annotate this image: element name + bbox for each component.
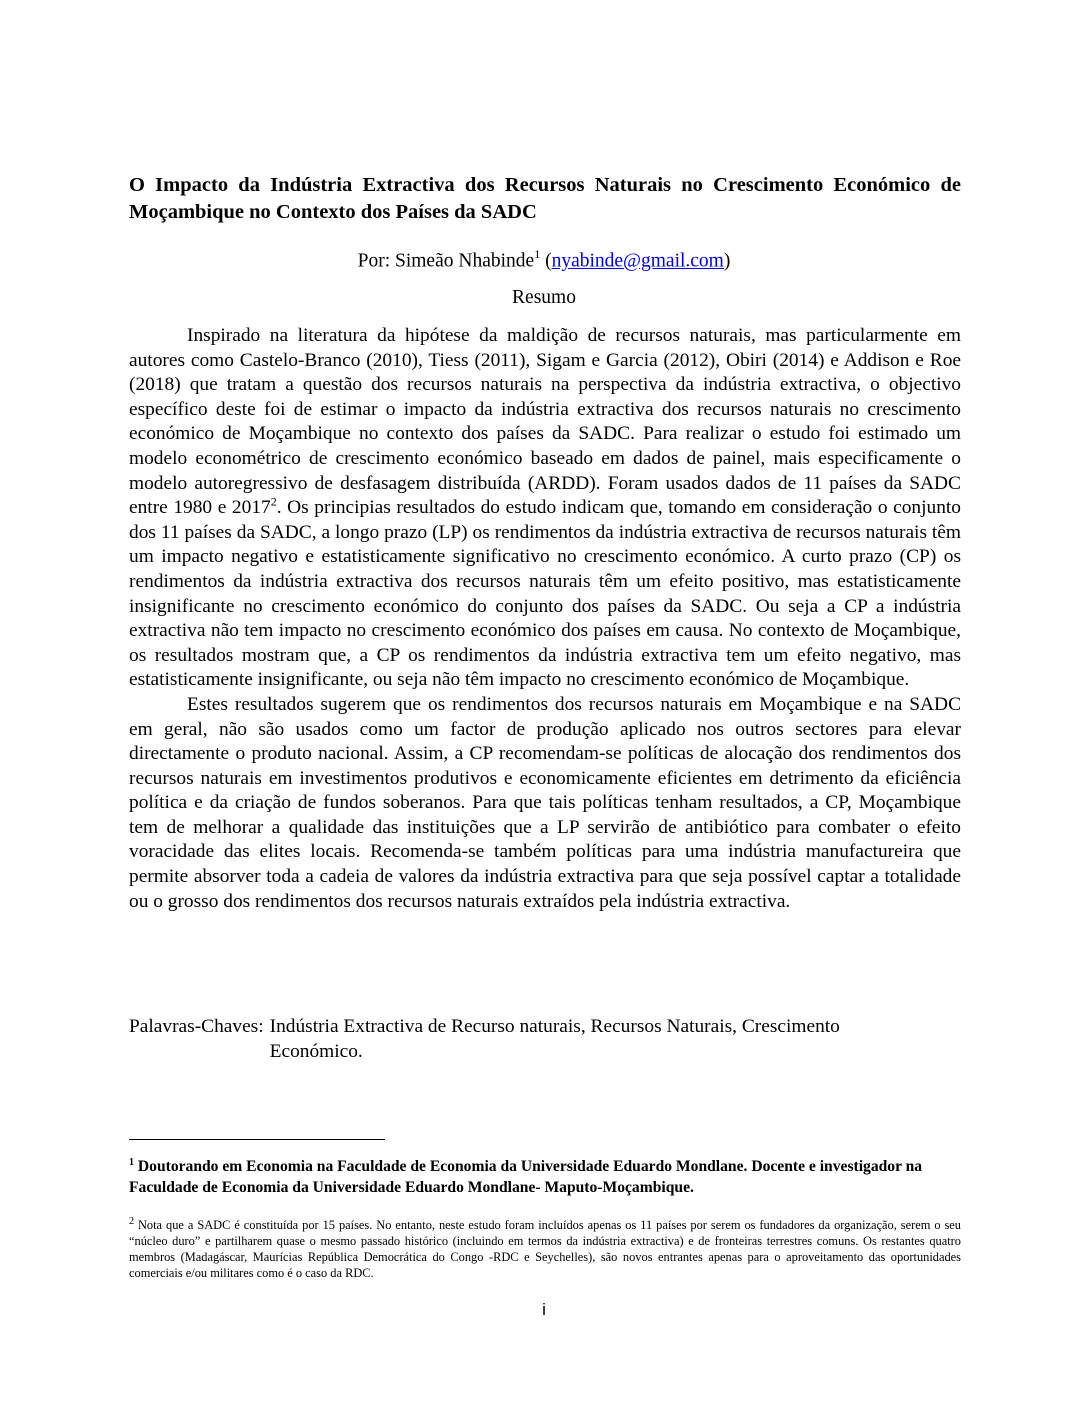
keywords-row — [129, 1015, 961, 1064]
footnote-2 — [129, 1214, 961, 1281]
keywords-block — [129, 1015, 961, 1064]
keywords-text: Indústria Extractiva de Recurso naturais, Recursos Naturais, Crescimento Económico. — [269, 1016, 840, 1062]
footnote-1-text: Doutorando em Economia na Faculdade de Economia da Universidade Eduardo Mondlane. Docente e investigador na Faculdade de Economia da Universidade Eduardo Mondlane- Maputo-Moçambique. — [129, 1158, 923, 1197]
keywords-label: Palavras-Chaves: — [129, 1016, 264, 1037]
page-number: i — [542, 1300, 546, 1319]
author-email-link[interactable]: nyabinde@gmail.com — [551, 250, 724, 272]
abstract-p1-text-a: Inspirado na literatura da hipótese da maldição de recursos naturais, mas particularmente em autores como Castelo-Branco (2010), Tiess (2011), Sigam e Garcia (2012), Obiri (2014) e Addison e Roe (2018) que tratam a questão dos recursos naturais na perspectiva da indústria extractiva, o objectivo específico deste foi de estimar o impacto da indústria extractiva dos recursos naturais no crescimento económico de Moçambique no contexto dos países da SADC. Para realizar o estudo foi estimado um modelo econométrico de crescimento económico baseado em dados de painel, mais especificamente o modelo autoregressivo de desfasagem distribuída (ARDD). Foram usados dados de 11 países da SADC entre 1980 e 2017 — [129, 325, 961, 519]
abstract-footnote-ref-2[interactable]: 2 — [270, 494, 277, 509]
footnote-1-mark: 1 — [129, 1157, 134, 1168]
author-footnote-ref[interactable]: 1 — [534, 247, 541, 261]
footnote-2-text: Nota que a SADC é constituída por 15 países. No entanto, neste estudo foram incluídos apenas os 11 países por serem os fundadores da organização, serem o seu “núcleo duro” e partilharem quase o mesmo passado histórico (incluindo em termos da indústria extractiva) e de fronteiras terrestres comuns. Os restantes quatro membros (Madagáscar, Maurícias República Democrática do Congo -RDC e Seychelles), são novos entrantes apenas para o aproveitamento das oportunidades comerciais e/ou militares como é o caso da RDC. — [129, 1218, 961, 1281]
abstract-p1-text-b: . Os principias resultados do estudo indicam que, tomando em consideração o conjunto dos 11 países da SADC, a longo prazo (LP) os rendimentos da indústria extractiva de recursos naturais têm um impacto negativo e estatisticamente significativo no crescimento económico. A curto prazo (CP) os rendimentos da indústria extractiva dos recursos naturais têm um efeito positivo, mas estatisticamente insignificante no crescimento económico do conjunto dos países da SADC. Ou seja a CP a indústria extractiva não tem impacto no crescimento económico dos países em causa. No contexto de Moçambique, os resultados mostram que, a CP os rendimentos da indústria extractiva tem um efeito negativo, mas estatisticamente insignificante, ou seja não têm impacto no crescimento económico de Moçambique. — [129, 497, 961, 691]
abstract-body — [129, 324, 961, 914]
footnote-1 — [129, 1152, 961, 1198]
email-open-paren: ( — [540, 250, 552, 272]
abstract-paragraph-2: Estes resultados sugerem que os rendimentos dos recursos naturais em Moçambique e na SADC em geral, não são usados como um factor de produção aplicado nos outros sectores para elevar directamente o produto nacional. Assim, a CP recomendam-se políticas de alocação dos rendimentos dos recursos naturais em investimentos produtivos e economicamente eficientes em detrimento da eficiência política e da criação de fundos soberanos. Para que tais políticas tenham resultados, a CP, Moçambique tem de melhorar a qualidade das instituições que a LP servirão de antibiótico para combater o efeito voracidade das elites locais. Recomenda-se também políticas para uma indústria manufactureira que permite absorver toda a cadeia de valores da indústria extractiva para que seja possível captar a totalidade ou o grosso dos rendimentos dos recursos naturais extraídos pela indústria extractiva. — [129, 693, 961, 912]
footnote-2-mark: 2 — [129, 1216, 134, 1227]
footnote-separator — [129, 1139, 385, 1140]
abstract-heading: Resumo — [512, 287, 576, 308]
author-name: Por: Simeão Nhabinde — [357, 250, 535, 272]
paper-title: O Impacto da Indústria Extractiva dos Recursos Naturais no Crescimento Económico de Moçambique no Contexto dos Países da SADC — [129, 174, 961, 223]
author-line — [0, 243, 1088, 274]
email-close-paren: ) — [723, 250, 731, 272]
abstract-paragraph-1 — [129, 324, 961, 693]
